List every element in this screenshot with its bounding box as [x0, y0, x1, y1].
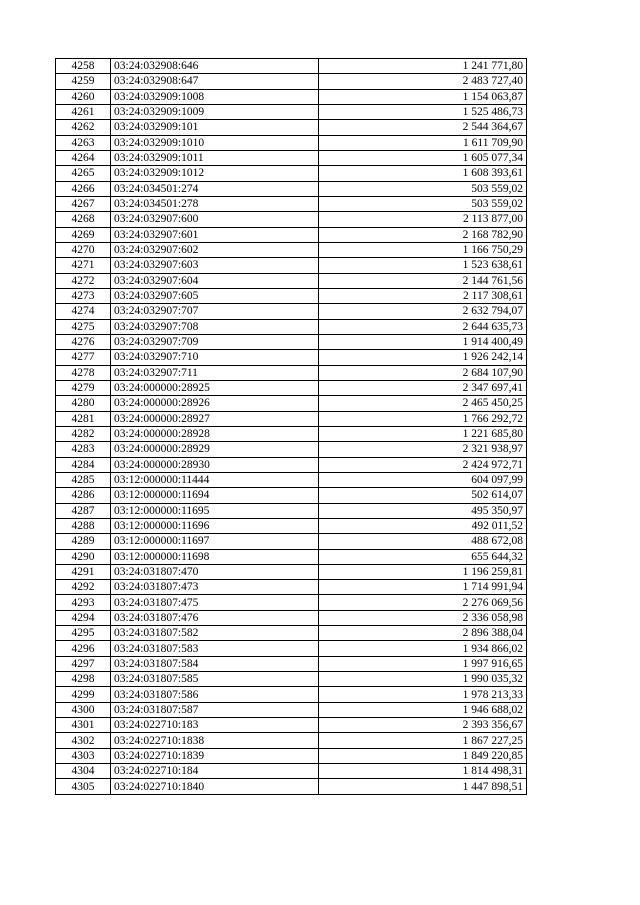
cadastral-value-cell: 1 814 498,31	[319, 764, 527, 779]
table-row	[56, 672, 527, 687]
row-number-cell: 4298	[56, 672, 111, 687]
cadastral-value-cell: 1 196 259,81	[319, 564, 527, 579]
cadastral-value-cell: 1 946 688,02	[319, 702, 527, 717]
cadastral-number-cell: 03:24:032907:602	[111, 242, 319, 257]
cadastral-value-cell: 2 336 058,98	[319, 610, 527, 625]
cadastral-number-cell: 03:24:000000:28928	[111, 426, 319, 441]
cadastral-value-cell: 2 644 635,73	[319, 319, 527, 334]
table-row	[56, 626, 527, 641]
table-row	[56, 334, 527, 349]
table-row	[56, 472, 527, 487]
cadastral-number-cell: 03:24:032907:709	[111, 334, 319, 349]
cadastral-value-cell: 2 393 356,67	[319, 718, 527, 733]
row-number-cell: 4271	[56, 258, 111, 273]
row-number-cell: 4294	[56, 610, 111, 625]
table-row	[56, 181, 527, 196]
table-row	[56, 442, 527, 457]
cadastral-value-cell: 2 544 364,67	[319, 120, 527, 135]
table-row	[56, 549, 527, 564]
cadastral-number-cell: 03:24:032907:605	[111, 288, 319, 303]
table-row	[56, 411, 527, 426]
table-row	[56, 89, 527, 104]
cadastral-value-cell: 2 896 388,04	[319, 626, 527, 641]
row-number-cell: 4260	[56, 89, 111, 104]
row-number-cell: 4266	[56, 181, 111, 196]
cadastral-value-cell: 1 221 685,80	[319, 426, 527, 441]
row-number-cell: 4268	[56, 212, 111, 227]
cadastral-number-cell: 03:24:032907:604	[111, 273, 319, 288]
row-number-cell: 4278	[56, 365, 111, 380]
cadastral-number-cell: 03:24:031807:587	[111, 702, 319, 717]
table-row	[56, 687, 527, 702]
table-row	[56, 534, 527, 549]
cadastral-values-table	[55, 58, 527, 795]
cadastral-number-cell: 03:24:031807:473	[111, 580, 319, 595]
table-row	[56, 764, 527, 779]
table-row	[56, 610, 527, 625]
row-number-cell: 4281	[56, 411, 111, 426]
row-number-cell: 4259	[56, 74, 111, 89]
cadastral-value-cell: 2 424 972,71	[319, 457, 527, 472]
table-row	[56, 595, 527, 610]
cadastral-number-cell: 03:24:032909:101	[111, 120, 319, 135]
cadastral-number-cell: 03:24:032907:708	[111, 319, 319, 334]
cadastral-number-cell: 03:24:022710:1840	[111, 779, 319, 794]
table-row	[56, 580, 527, 595]
cadastral-number-cell: 03:24:032909:1010	[111, 135, 319, 150]
table-row	[56, 457, 527, 472]
row-number-cell: 4280	[56, 396, 111, 411]
cadastral-value-cell: 2 321 938,97	[319, 442, 527, 457]
table-row	[56, 74, 527, 89]
row-number-cell: 4288	[56, 518, 111, 533]
cadastral-value-cell: 2 168 782,90	[319, 227, 527, 242]
cadastral-number-cell: 03:24:031807:582	[111, 626, 319, 641]
cadastral-value-cell: 1 447 898,51	[319, 779, 527, 794]
table-row	[56, 135, 527, 150]
cadastral-value-cell: 1 867 227,25	[319, 733, 527, 748]
table-row	[56, 150, 527, 165]
table-row	[56, 273, 527, 288]
row-number-cell: 4305	[56, 779, 111, 794]
table-row	[56, 564, 527, 579]
cadastral-number-cell: 03:24:032907:600	[111, 212, 319, 227]
row-number-cell: 4262	[56, 120, 111, 135]
cadastral-value-cell: 1 849 220,85	[319, 748, 527, 763]
table-row	[56, 641, 527, 656]
table-row	[56, 733, 527, 748]
cadastral-value-cell: 1 997 916,65	[319, 656, 527, 671]
cadastral-value-cell: 492 011,52	[319, 518, 527, 533]
table-row	[56, 120, 527, 135]
table-row	[56, 212, 527, 227]
cadastral-number-cell: 03:12:000000:11694	[111, 488, 319, 503]
cadastral-value-cell: 2 684 107,90	[319, 365, 527, 380]
table-row	[56, 350, 527, 365]
cadastral-number-cell: 03:24:032908:647	[111, 74, 319, 89]
row-number-cell: 4304	[56, 764, 111, 779]
table-row	[56, 304, 527, 319]
cadastral-number-cell: 03:24:032909:1008	[111, 89, 319, 104]
cadastral-number-cell: 03:24:031807:586	[111, 687, 319, 702]
row-number-cell: 4299	[56, 687, 111, 702]
row-number-cell: 4258	[56, 59, 111, 74]
row-number-cell: 4291	[56, 564, 111, 579]
row-number-cell: 4263	[56, 135, 111, 150]
cadastral-value-cell: 1 714 991,94	[319, 580, 527, 595]
row-number-cell: 4264	[56, 150, 111, 165]
cadastral-number-cell: 03:24:032909:1009	[111, 104, 319, 119]
cadastral-value-cell: 1 990 035,32	[319, 672, 527, 687]
row-number-cell: 4293	[56, 595, 111, 610]
cadastral-number-cell: 03:24:000000:28926	[111, 396, 319, 411]
cadastral-number-cell: 03:24:032907:603	[111, 258, 319, 273]
cadastral-value-cell: 2 347 697,41	[319, 380, 527, 395]
cadastral-value-cell: 2 483 727,40	[319, 74, 527, 89]
row-number-cell: 4292	[56, 580, 111, 595]
row-number-cell: 4295	[56, 626, 111, 641]
cadastral-number-cell: 03:24:000000:28930	[111, 457, 319, 472]
cadastral-value-cell: 1 241 771,80	[319, 59, 527, 74]
table-row	[56, 426, 527, 441]
cadastral-value-cell: 1 525 486,73	[319, 104, 527, 119]
cadastral-value-cell: 1 523 638,61	[319, 258, 527, 273]
cadastral-number-cell: 03:24:031807:585	[111, 672, 319, 687]
cadastral-number-cell: 03:24:000000:28929	[111, 442, 319, 457]
cadastral-number-cell: 03:24:032909:1011	[111, 150, 319, 165]
row-number-cell: 4270	[56, 242, 111, 257]
row-number-cell: 4282	[56, 426, 111, 441]
cadastral-number-cell: 03:24:032907:601	[111, 227, 319, 242]
cadastral-value-cell: 655 644,32	[319, 549, 527, 564]
row-number-cell: 4296	[56, 641, 111, 656]
cadastral-number-cell: 03:24:022710:1838	[111, 733, 319, 748]
row-number-cell: 4275	[56, 319, 111, 334]
table-row	[56, 718, 527, 733]
table-row	[56, 380, 527, 395]
cadastral-value-cell: 2 117 308,61	[319, 288, 527, 303]
row-number-cell: 4273	[56, 288, 111, 303]
row-number-cell: 4274	[56, 304, 111, 319]
row-number-cell: 4269	[56, 227, 111, 242]
cadastral-value-cell: 1 926 242,14	[319, 350, 527, 365]
row-number-cell: 4289	[56, 534, 111, 549]
table-row	[56, 748, 527, 763]
row-number-cell: 4272	[56, 273, 111, 288]
cadastral-number-cell: 03:24:031807:470	[111, 564, 319, 579]
cadastral-value-cell: 502 614,07	[319, 488, 527, 503]
table-row	[56, 196, 527, 211]
cadastral-number-cell: 03:24:022710:184	[111, 764, 319, 779]
row-number-cell: 4283	[56, 442, 111, 457]
row-number-cell: 4276	[56, 334, 111, 349]
cadastral-value-cell: 604 097,99	[319, 472, 527, 487]
cadastral-number-cell: 03:24:031807:476	[111, 610, 319, 625]
row-number-cell: 4303	[56, 748, 111, 763]
table-row	[56, 288, 527, 303]
cadastral-value-cell: 503 559,02	[319, 196, 527, 211]
cadastral-value-cell: 2 632 794,07	[319, 304, 527, 319]
cadastral-number-cell: 03:12:000000:11698	[111, 549, 319, 564]
cadastral-number-cell: 03:24:031807:583	[111, 641, 319, 656]
row-number-cell: 4286	[56, 488, 111, 503]
table-row	[56, 365, 527, 380]
cadastral-value-cell: 495 350,97	[319, 503, 527, 518]
cadastral-value-cell: 1 166 750,29	[319, 242, 527, 257]
table-row	[56, 503, 527, 518]
cadastral-number-cell: 03:24:000000:28927	[111, 411, 319, 426]
cadastral-number-cell: 03:24:034501:278	[111, 196, 319, 211]
row-number-cell: 4302	[56, 733, 111, 748]
cadastral-number-cell: 03:12:000000:11444	[111, 472, 319, 487]
cadastral-number-cell: 03:24:022710:1839	[111, 748, 319, 763]
row-number-cell: 4301	[56, 718, 111, 733]
cadastral-value-cell: 1 914 400,49	[319, 334, 527, 349]
row-number-cell: 4284	[56, 457, 111, 472]
table-row	[56, 166, 527, 181]
row-number-cell: 4277	[56, 350, 111, 365]
cadastral-number-cell: 03:12:000000:11696	[111, 518, 319, 533]
cadastral-value-cell: 1 608 393,61	[319, 166, 527, 181]
cadastral-value-cell: 503 559,02	[319, 181, 527, 196]
cadastral-number-cell: 03:24:032907:707	[111, 304, 319, 319]
cadastral-number-cell: 03:12:000000:11697	[111, 534, 319, 549]
cadastral-value-cell: 1 611 709,90	[319, 135, 527, 150]
table-row	[56, 319, 527, 334]
table-row	[56, 59, 527, 74]
cadastral-value-cell: 1 766 292,72	[319, 411, 527, 426]
cadastral-value-cell: 1 978 213,33	[319, 687, 527, 702]
cadastral-number-cell: 03:24:032909:1012	[111, 166, 319, 181]
row-number-cell: 4287	[56, 503, 111, 518]
row-number-cell: 4265	[56, 166, 111, 181]
table-row	[56, 779, 527, 794]
cadastral-number-cell: 03:24:022710:183	[111, 718, 319, 733]
table-row	[56, 518, 527, 533]
cadastral-number-cell: 03:24:031807:475	[111, 595, 319, 610]
cadastral-value-cell: 488 672,08	[319, 534, 527, 549]
cadastral-number-cell: 03:24:032908:646	[111, 59, 319, 74]
cadastral-number-cell: 03:24:032907:710	[111, 350, 319, 365]
row-number-cell: 4300	[56, 702, 111, 717]
row-number-cell: 4290	[56, 549, 111, 564]
cadastral-number-cell: 03:24:031807:584	[111, 656, 319, 671]
cadastral-number-cell: 03:24:032907:711	[111, 365, 319, 380]
row-number-cell: 4279	[56, 380, 111, 395]
cadastral-number-cell: 03:24:000000:28925	[111, 380, 319, 395]
table-row	[56, 104, 527, 119]
cadastral-value-cell: 1 154 063,87	[319, 89, 527, 104]
row-number-cell: 4285	[56, 472, 111, 487]
cadastral-number-cell: 03:12:000000:11695	[111, 503, 319, 518]
table-row	[56, 656, 527, 671]
table-row	[56, 258, 527, 273]
table-row	[56, 702, 527, 717]
cadastral-number-cell: 03:24:034501:274	[111, 181, 319, 196]
cadastral-value-cell: 1 605 077,34	[319, 150, 527, 165]
table-row	[56, 227, 527, 242]
cadastral-value-cell: 2 144 761,56	[319, 273, 527, 288]
row-number-cell: 4297	[56, 656, 111, 671]
cadastral-value-cell: 2 276 069,56	[319, 595, 527, 610]
table-row	[56, 488, 527, 503]
row-number-cell: 4267	[56, 196, 111, 211]
row-number-cell: 4261	[56, 104, 111, 119]
cadastral-value-cell: 2 465 450,25	[319, 396, 527, 411]
cadastral-value-cell: 2 113 877,00	[319, 212, 527, 227]
table-row	[56, 396, 527, 411]
table-row	[56, 242, 527, 257]
table-body	[56, 59, 527, 795]
cadastral-value-cell: 1 934 866,02	[319, 641, 527, 656]
